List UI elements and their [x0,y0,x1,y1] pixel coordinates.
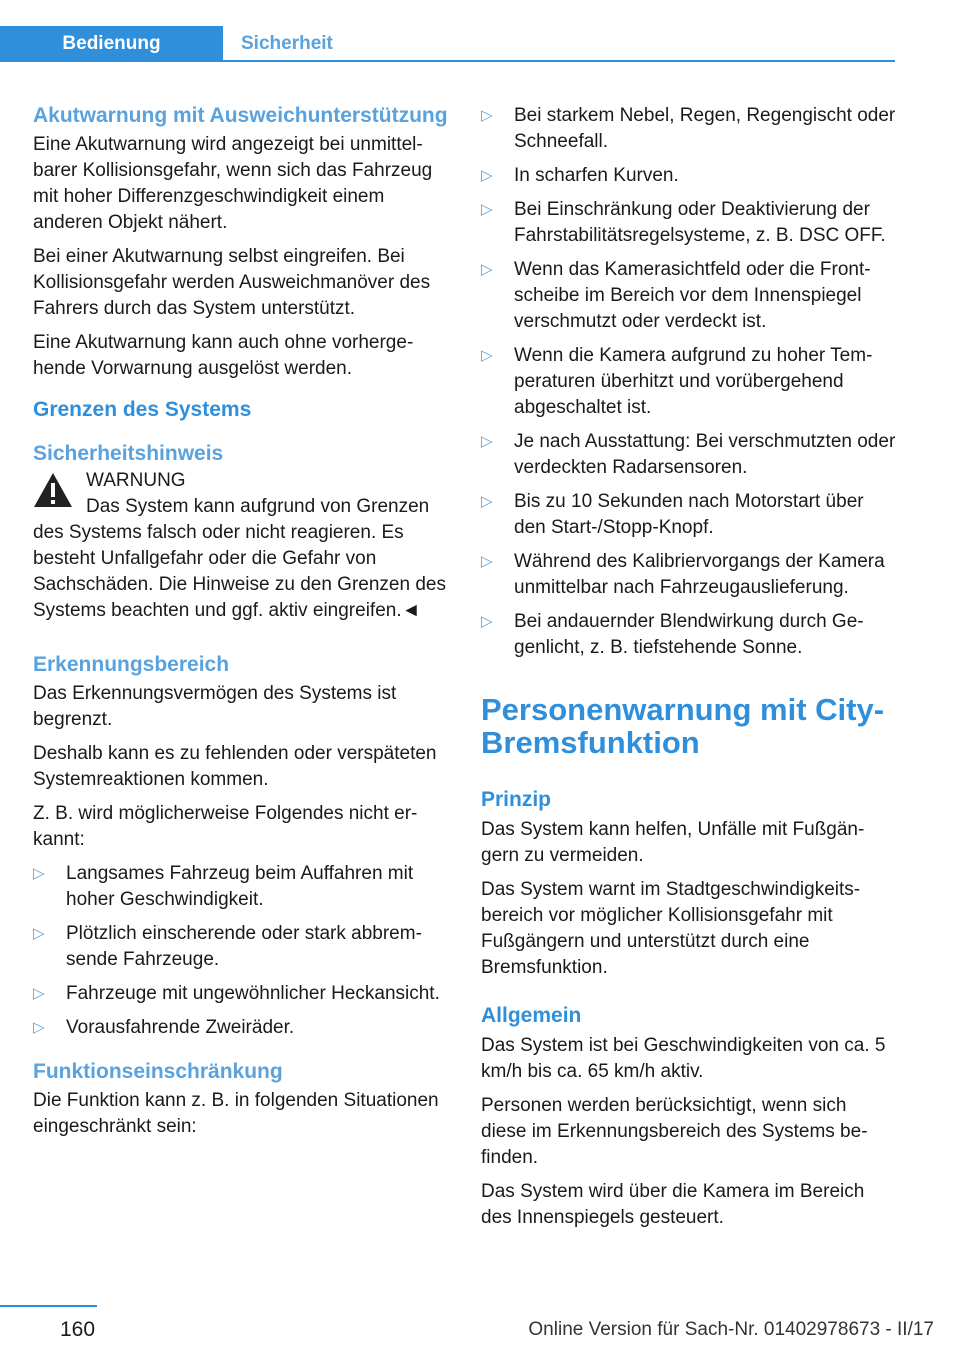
list-item: ▷ Bei starkem Nebel, Regen, Regengischt oder Schneefall. [481,105,896,152]
prinzip-paragraph-2: Das System warnt im Stadtgeschwindigkeitsbereich vor möglicher Kollisionsgefahr mit Fußgängern und unterstützt durch eine Bremsfunktion. [481,879,861,978]
chapter-tabs [0,26,333,61]
bullet-triangle-icon: ▷ [481,347,493,364]
sicherheitshinweis-heading: Sicherheitshinweis [33,442,224,465]
bullet-triangle-icon: ▷ [481,167,493,184]
grenzen-heading: Grenzen des Systems [33,398,252,421]
online-version-footer: Online Version für Sach-Nr. 01402978673 - II/17 [528,1319,934,1340]
warning-triangle-icon [33,472,73,508]
left-column [33,103,448,1148]
erkennung-list [33,861,448,1041]
bullet-triangle-icon: ▷ [481,613,493,630]
list-item: ▷ Bis zu 10 Sekunden nach Motorstart über den Start-/Stopp-Knopf. [481,491,864,538]
tab-sicherheit[interactable]: Sicherheit [241,33,333,54]
erkennung-paragraph-3: Z. B. wird möglicherweise Folgendes nicht erkannt: [33,803,418,850]
list-item: ▷ Plötzlich einscherende oder stark abbremsende Fahrzeuge. [33,923,422,970]
bullet-triangle-icon: ▷ [33,985,45,1002]
list-item: ▷ Fahrzeuge mit ungewöhnlicher Heckansicht. [33,981,448,1007]
bullet-triangle-icon: ▷ [481,107,493,124]
bullet-triangle-icon: ▷ [33,865,45,882]
warning-text: des Systems falsch oder nicht reagieren. Es besteht Unfallgefahr oder die Gefahr von Sachschäden. Die Hinweise zu den Grenzen des Systems beachten und ggf. aktiv eingreifen.◄ [33,522,446,621]
list-item: ▷ Je nach Ausstattung: Bei verschmutzten oder verdeckten Radarsensoren. [481,431,896,478]
erkennung-paragraph-2: Deshalb kann es zu fehlenden oder verspäteten Systemreaktionen kommen. [33,743,437,790]
bullet-triangle-icon: ▷ [481,201,493,218]
prinzip-heading: Prinzip [481,788,552,811]
akut-paragraph-2: Bei einer Akutwarnung selbst eingreifen. Bei Kollisionsgefahr werden Ausweichmanöver des Fahrers durch das System unterstützt. [33,246,431,319]
page-number: 160 [60,1318,96,1341]
prinzip-paragraph-1: Das System kann helfen, Unfälle mit Fußgängern zu vermeiden. [481,819,865,866]
warning-text-line1: Das System kann aufgrund von Grenzen [86,496,430,517]
limitations-list [481,103,896,661]
bullet-triangle-icon: ▷ [481,433,493,450]
allgemein-paragraph-3: Das System wird über die Kamera im Bereich des Innenspiegels gesteuert. [481,1181,865,1228]
list-item: ▷ In scharfen Kurven. [481,163,896,189]
allgemein-paragraph-2: Personen werden berücksichtigt, wenn sich diese im Erkennungsbereich des Systems befinden. [481,1095,868,1168]
akut-heading: Akutwarnung mit Ausweichunterstützung [33,104,448,127]
warning-box [33,468,448,624]
list-item: ▷ Wenn das Kamerasichtfeld oder die Frontscheibe im Bereich vor dem Innenspiegel verschmutzt oder verdeckt ist. [481,259,871,332]
header-rule [0,60,895,62]
bullet-triangle-icon: ▷ [481,553,493,570]
akut-paragraph-1: Eine Akutwarnung wird angezeigt bei unmittelbarer Kollisionsgefahr, wenn sich das Fahrzeug mit hoher Differenzgeschwindigkeit einem anderen Objekt nähert. [33,134,433,233]
page-number-rule [0,1305,97,1307]
allgemein-heading: Allgemein [481,1004,582,1027]
list-item: ▷ Bei andauernder Blendwirkung durch Gegenlicht, z. B. tiefstehende Sonne. [481,611,864,658]
bullet-triangle-icon: ▷ [481,261,493,278]
funktion-paragraph-1: Die Funktion kann z. B. in folgenden Situationen eingeschränkt sein: [33,1090,439,1137]
tab-bedienung[interactable]: Bedienung [0,26,223,61]
list-item: ▷ Bei Einschränkung oder Deaktivierung der Fahrstabilitätsregelsysteme, z. B. DSC OFF. [481,199,886,246]
personenwarnung-heading: Personenwarnung mit City-Bremsfunktion [481,692,885,760]
erkennung-paragraph-1: Das Erkennungsvermögen des Systems ist begrenzt. [33,683,397,730]
erkennungsbereich-heading: Erkennungsbereich [33,653,230,676]
funktionseinschraenkung-heading: Funktionseinschränkung [33,1060,283,1083]
list-item: ▷ Langsames Fahrzeug beim Auffahren mit hoher Geschwindigkeit. [33,863,414,910]
list-item: ▷ Wenn die Kamera aufgrund zu hoher Temperaturen überhitzt und vorübergehend abgeschaltet ist. [481,345,873,418]
bullet-triangle-icon: ▷ [33,925,45,942]
allgemein-paragraph-1: Das System ist bei Geschwindigkeiten von ca. 5 km/h bis ca. 65 km/h aktiv. [481,1035,886,1082]
bullet-triangle-icon: ▷ [481,493,493,510]
list-item: ▷ Vorausfahrende Zweiräder. [33,1015,448,1041]
list-item: ▷ Während des Kalibriervorgangs der Kamera unmittelbar nach Fahrzeugauslieferung. [481,551,885,598]
right-column [481,103,896,1239]
bullet-triangle-icon: ▷ [33,1019,45,1036]
warning-title: WARNUNG [86,470,186,491]
akut-paragraph-3: Eine Akutwarnung kann auch ohne vorhergehende Vorwarnung ausgelöst werden. [33,332,414,379]
